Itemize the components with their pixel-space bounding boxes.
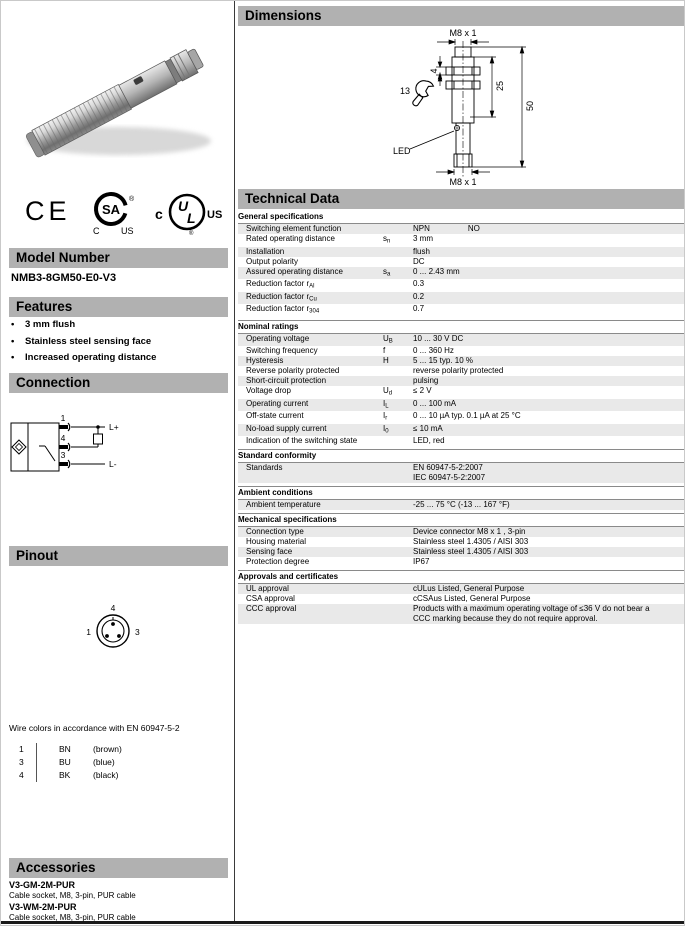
spec-section [238,513,684,567]
spec-value: EN 60947-5-2:2007 IEC 60947-5-2:2007 [413,463,486,482]
svg-text:4: 4 [110,603,116,613]
spec-symbol [383,304,413,317]
body-length-label: 25 [495,80,505,92]
svg-text:®: ® [129,196,135,203]
spec-label: Housing material [246,537,307,546]
wire-color-row: 3 BU (blue) [9,756,122,769]
pinout-diagram [1,573,234,678]
svg-text:C: C [93,226,100,236]
spec-label: Sensing face [246,547,293,556]
feature-item: • Stainless steel sensing face [11,335,152,347]
wrench-size-label: 13 [399,86,410,96]
spec-section-title: General specifications [238,211,684,224]
technical-data-header: Technical Data [238,189,684,209]
spec-value: 5 ... 15 typ. 10 % [413,356,474,365]
svg-text:3: 3 [60,450,66,460]
spec-row [238,527,684,537]
spec-value: ≤ 2 V [413,386,432,395]
spec-section [238,320,684,447]
spec-label: CSA approval [246,594,295,603]
spec-symbol: $I_0$ [383,423,389,434]
spec-symbol [383,463,413,483]
spec-symbol [383,292,413,305]
nut-height-label: 4 [429,68,439,74]
spec-row [238,386,684,399]
spec-symbol: $U_d$ [383,386,393,397]
spec-value: IP67 [413,557,430,566]
spec-row [238,224,684,234]
spec-section [238,449,684,483]
svg-text:SA: SA [101,202,121,217]
spec-row [238,584,684,594]
thread-bottom-label: M8 x 1 [449,177,477,187]
spec-value: DC [413,256,425,266]
spec-symbol [383,366,413,376]
spec-symbol: f [383,346,386,355]
wire-colors-note: Wire colors in accordance with EN 60947-5-2 [9,723,180,733]
model-number-header: Model Number [9,248,228,268]
spec-row [238,247,684,257]
spec-label: Connection type [246,527,304,536]
spec-value: Stainless steel 1.4305 / AISI 303 [413,547,529,556]
spec-label: CCC approval [246,604,297,613]
spec-row [238,547,684,557]
spec-row [238,304,684,317]
spec-symbol [383,594,413,604]
total-length-label: 50 [525,100,535,112]
spec-section-title: Nominal ratings [238,320,684,334]
svg-text:US: US [121,226,134,236]
sensor-symbol [12,440,26,454]
spec-symbol: $s_a$ [383,266,391,277]
spec-label: Installation [246,246,285,256]
wrench-icon [412,80,434,108]
spec-value: LED, red [413,436,445,445]
spec-row [238,292,684,305]
spec-row [238,257,684,267]
spec-label: Switching frequency [246,346,318,355]
spec-label: Off-state current [246,411,304,420]
wire-color-row: 1 BN (brown) [9,743,122,756]
spec-symbol: $U_B$ [383,333,393,344]
svg-text:1: 1 [60,413,66,423]
spec-label: UL approval [246,584,289,593]
spec-value: -25 ... 75 °C (-13 ... 167 °F) [413,500,510,509]
ce-logo [25,194,73,228]
spec-symbol [383,500,413,510]
spec-value: Stainless steel 1.4305 / AISI 303 [413,537,529,546]
ul-logo [153,191,225,237]
spec-value: ≤ 10 mA [413,423,443,433]
spec-symbol: H [383,356,389,365]
spec-symbol [383,537,413,547]
spec-symbol [383,257,413,267]
column-divider [234,1,235,922]
spec-label: Assured operating distance [246,266,343,276]
spec-value: cULus Listed, General Purpose [413,584,525,593]
spec-row [238,557,684,567]
spec-value: 0 ... 10 µA typ. 0.1 µA at 25 °C [413,411,521,420]
spec-value: 0.3 [413,279,425,288]
ce-logo-text: CE [25,196,71,226]
spec-section-title: Ambient conditions [238,486,684,500]
spec-row [238,463,684,483]
svg-text:U: U [178,198,189,214]
spec-symbol [383,557,413,567]
model-number-value: NMB3-8GM50-E0-V3 [11,272,117,284]
spec-row [238,234,684,247]
spec-row [238,399,684,412]
csa-logo [89,189,141,237]
svg-text:US: US [207,209,223,221]
spec-row [238,411,684,424]
svg-text:3: 3 [135,627,140,637]
accessory-item: V3-GM-2M-PUR Cable socket, M8, 3-pin, PUR cable [9,880,136,900]
spec-section-title: Approvals and certificates [238,570,684,584]
spec-label: Voltage drop [246,386,291,395]
accessory-item: V3-WM-2M-PUR Cable socket, M8, 3-pin, PUR cable [9,902,136,922]
dimensions-header: Dimensions [238,6,684,26]
spec-label: Reverse polarity protected [246,366,340,375]
features-header: Features [9,297,228,317]
spec-value: NPN NO [413,224,480,233]
spec-section [238,570,684,624]
pin-3-wire [59,450,117,469]
accessories-list [9,880,136,924]
spec-value: 10 ... 30 V DC [413,333,464,343]
spec-value: flush [413,246,430,256]
led-label: LED [393,146,411,156]
spec-symbol [383,279,413,292]
wire-colors-table [9,743,122,782]
pin-1-wire [59,413,119,432]
spec-label: Switching element function [246,224,342,233]
connection-header: Connection [9,373,228,393]
pin-1-dot [105,634,109,638]
spec-row [238,436,684,446]
bullet-icon: • [11,319,15,330]
spec-value: 0.7 [413,304,425,313]
feature-item: • 3 mm flush [11,319,76,330]
spec-row [238,424,684,437]
spec-row [238,537,684,547]
spec-row [238,594,684,604]
spec-value: 3 mm [413,234,433,243]
pin-4-wire [59,433,98,451]
spec-value: 0 ... 360 Hz [413,346,454,355]
spec-row [238,366,684,376]
spec-label: No-load supply current [246,423,327,433]
l-minus-label: L- [109,459,117,469]
spec-label: Indication of the switching state [246,436,358,445]
spec-label: Ambient temperature [246,500,321,509]
feature-item: • Increased operating distance [11,352,157,363]
pin-3-dot [117,634,121,638]
spec-value: 0 ... 100 mA [413,398,457,408]
spec-value: reverse polarity protected [413,366,504,375]
certification-logos [1,189,234,237]
product-photo [1,23,234,178]
spec-row [238,376,684,386]
technical-table [238,211,684,624]
spec-symbol: $I_r$ [383,411,388,422]
svg-text:1: 1 [86,627,91,637]
spec-row [238,267,684,280]
spec-label: Reduction factor $r_{Al}$ [246,279,315,290]
spec-section [238,486,684,510]
l-plus-label: L+ [109,422,119,432]
bullet-icon: • [11,352,15,363]
spec-symbol [383,547,413,557]
spec-section-title: Standard conformity [238,449,684,463]
spec-symbol [383,436,413,446]
spec-symbol [383,604,413,624]
spec-label: Protection degree [246,557,310,566]
wire-color-row: 4 BK (black) [9,769,122,782]
spec-symbol: $I_L$ [383,398,389,409]
spec-label: Reduction factor $r_{Cu}$ [246,291,317,302]
pinout-header: Pinout [9,546,228,566]
features-list [11,319,156,369]
spec-label: Standards [246,463,283,472]
spec-row [238,279,684,292]
connection-diagram [1,399,234,494]
spec-label: Operating current [246,398,309,408]
spec-label: Short-circuit protection [246,376,327,385]
bullet-icon: • [11,335,15,347]
spec-value: 0.2 [413,291,425,301]
spec-row [238,500,684,510]
spec-symbol [383,224,413,234]
accessories-header: Accessories [9,858,228,878]
spec-symbol [383,584,413,594]
switch-symbol [45,446,55,461]
spec-value: Products with a maximum operating voltage of ≤36 V do not bear a CCC marking because they do not require approval. [413,604,650,623]
spec-row [238,334,684,347]
svg-text:L: L [187,210,196,226]
led-leader-line [410,131,454,149]
spec-value: pulsing [413,376,439,385]
spec-section-title: Mechanical specifications [238,513,684,527]
spec-symbol [383,247,413,257]
spec-symbol [383,376,413,386]
svg-text:4: 4 [60,433,66,443]
pin-4-dot [111,622,115,626]
spec-label: Hysteresis [246,356,284,365]
spec-section [238,211,684,317]
spec-row [238,346,684,356]
spec-row [238,604,684,624]
spec-symbol [383,527,413,537]
spec-value: Device connector M8 x 1 , 3-pin [413,527,526,536]
spec-label: Rated operating distance [246,234,335,243]
spec-label: Reduction factor $r_{304}$ [246,304,320,315]
spec-row [238,356,684,366]
thread-top-label: M8 x 1 [449,28,477,38]
spec-label: Output polarity [246,256,299,266]
svg-text:c: c [155,206,163,222]
spec-label: Operating voltage [246,333,310,343]
dimension-drawing [238,27,684,187]
spec-value: cCSAus Listed, General Purpose [413,594,531,603]
load-symbol [94,427,103,447]
spec-value: 0 ... 2.43 mm [413,266,460,276]
spec-symbol: $s_n$ [383,234,391,245]
svg-text:®: ® [189,231,194,237]
